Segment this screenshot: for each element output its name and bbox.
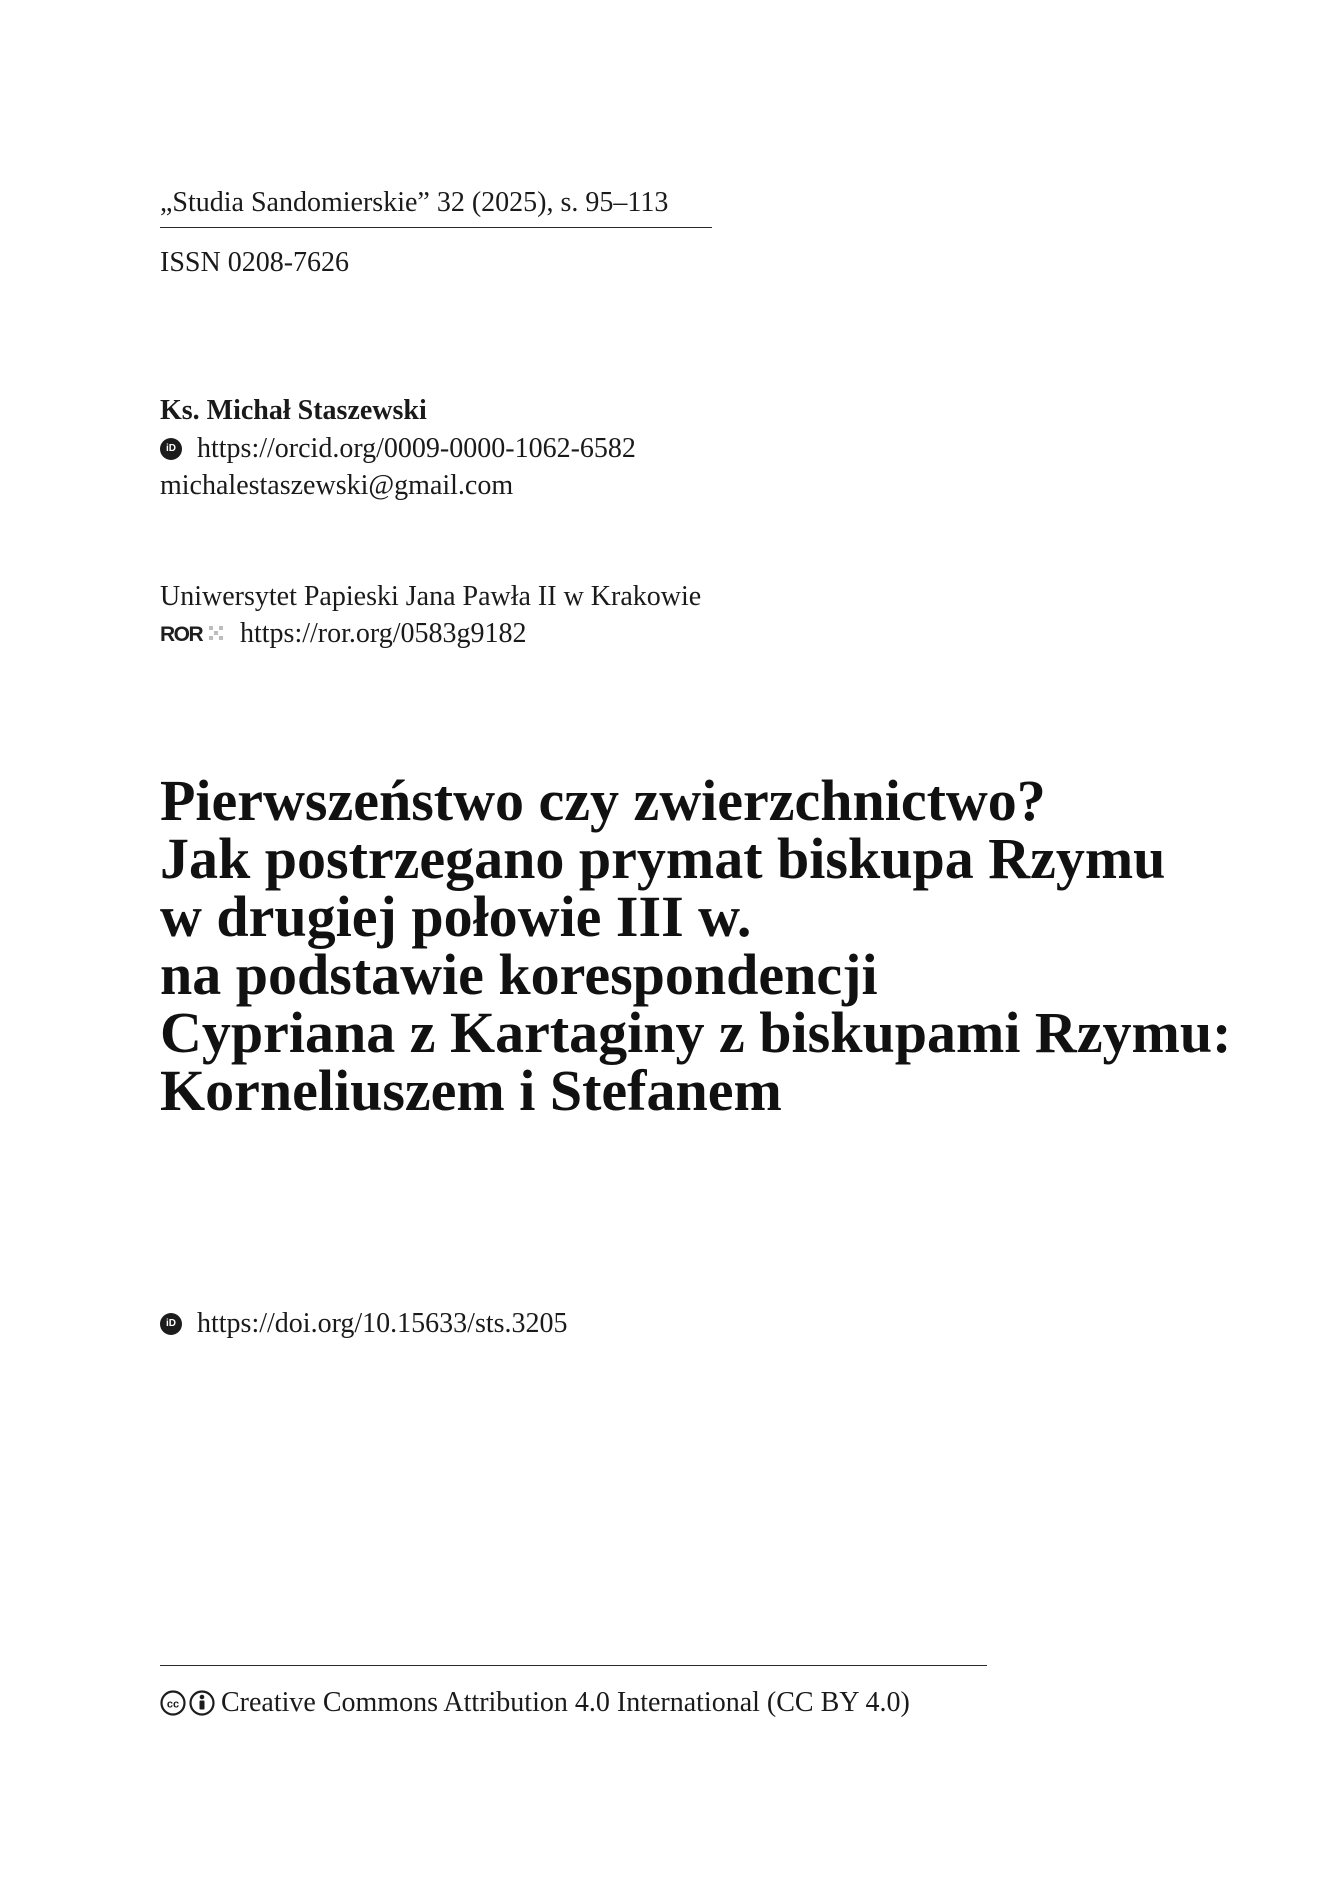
footer-divider xyxy=(160,1665,987,1666)
affiliation-ror xyxy=(160,617,527,651)
ror-link[interactable]: https://ror.org/0583g9182 xyxy=(240,618,527,649)
article-title xyxy=(160,768,1300,1123)
doi-link[interactable]: https://doi.org/10.15633/sts.3205 xyxy=(197,1308,568,1339)
license xyxy=(160,1686,910,1720)
orcid-link[interactable]: https://orcid.org/0009-0000-1062-6582 xyxy=(197,433,636,464)
title-line: Pierwszeństwo czy zwierzchnictwo? xyxy=(160,768,1046,833)
ror-logo-icon xyxy=(160,622,230,646)
orcid-icon: iD xyxy=(160,438,182,460)
issn: ISSN 0208-7626 xyxy=(160,247,350,278)
title-line: w drugiej połowie III w. xyxy=(160,884,752,949)
author-name: Ks. Michał Staszewski xyxy=(160,395,427,426)
author-email[interactable]: michalestaszewski@gmail.com xyxy=(160,470,514,501)
title-line: Cypriana z Kartaginy z biskupami Rzymu: xyxy=(160,1000,1232,1065)
title-line: na podstawie korespondencji xyxy=(160,942,878,1007)
title-line: Jak postrzegano prymat biskupa Rzymu xyxy=(160,826,1166,891)
doi-icon: iD xyxy=(160,1313,182,1335)
journal-citation: „Studia Sandomierskie” 32 (2025), s. 95–113 xyxy=(160,187,669,218)
author-orcid xyxy=(160,432,636,466)
journal-divider xyxy=(160,227,712,228)
license-text[interactable]: Creative Commons Attribution 4.0 International (CC BY 4.0) xyxy=(221,1687,910,1718)
cc-icon xyxy=(160,1690,186,1716)
svg-text:cc: cc xyxy=(166,1698,180,1711)
article-doi xyxy=(160,1307,568,1341)
license-icons xyxy=(160,1690,215,1716)
attribution-icon xyxy=(189,1690,215,1716)
affiliation-name: Uniwersytet Papieski Jana Pawła II w Krakowie xyxy=(160,581,702,612)
svg-text:ROR: ROR xyxy=(160,623,203,646)
title-line: Korneliuszem i Stefanem xyxy=(160,1058,782,1123)
